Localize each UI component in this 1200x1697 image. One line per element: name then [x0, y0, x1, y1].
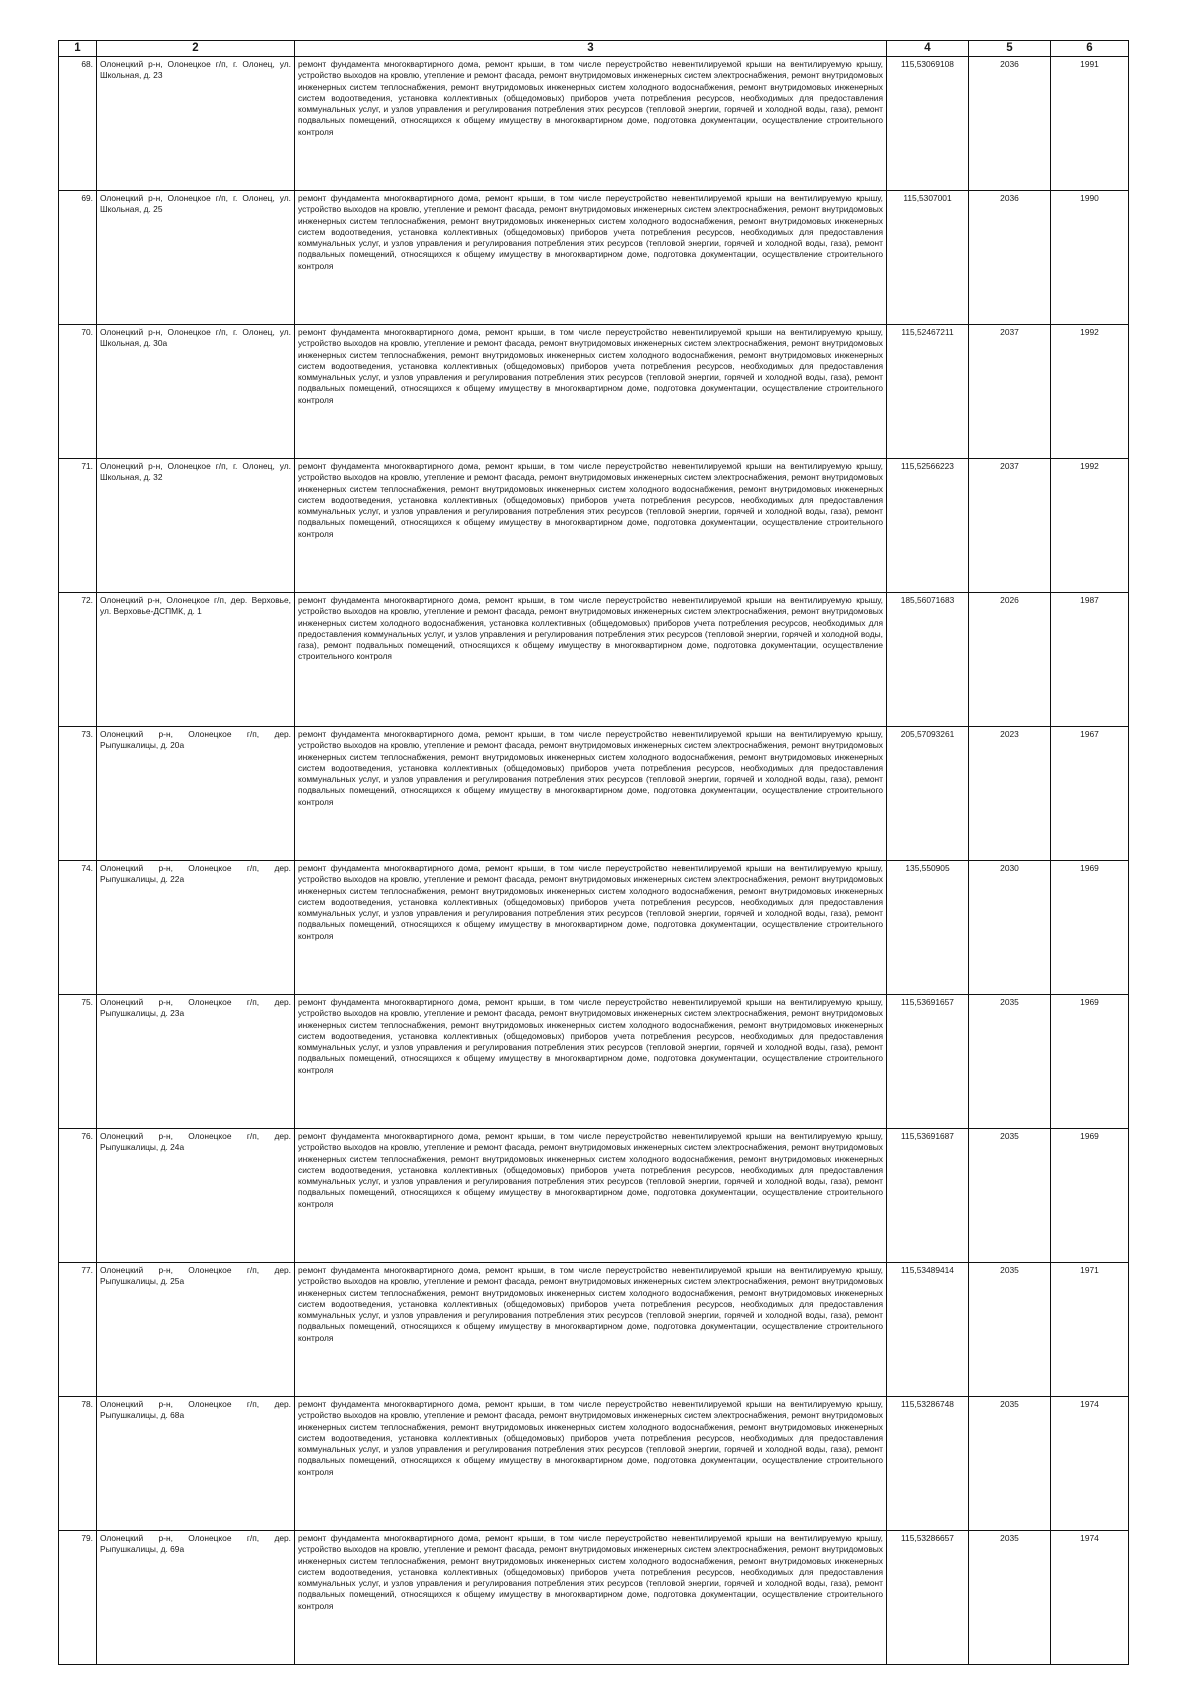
planned-year: 2035 [969, 1531, 1051, 1665]
row-number: 76. [59, 1129, 97, 1263]
header-row [59, 41, 1129, 57]
planned-year: 2036 [969, 191, 1051, 325]
column-header-6: 6 [1051, 41, 1129, 57]
table-row [59, 1397, 1129, 1531]
build-year: 1969 [1051, 995, 1129, 1129]
building-address: Олонецкий р-н, Олонецкое г/п, г. Олонец, ул. Школьная, д. 32 [97, 459, 295, 593]
repair-works: ремонт фундамента многоквартирного дома, ремонт крыши, в том числе переустройство невентилируемой крыши на вентилируемую крышу, устройство выходов на кровлю, утепление и ремонт фасада, ремонт внутридомовых инженерных систем электроснабжения, ремонт внутридомовых инженерных систем теплоснабжения, ремонт внутридомовых инженерных систем холодного водоснабжения, ремонт внутридомовых инженерных систем водоотведения, установка коллективных (общедомовых) приборов учета потребления ресурсов, необходимых для предоставления коммунальных услуг, и узлов управления и регулирования потребления этих ресурсов (тепловой энергии, горячей и холодной воды, газа), ремонт подвальных помещений, относящихся к общему имуществу в многоквартирном доме, подготовка документации, осуществление строительного контроля [295, 325, 887, 459]
building-address: Олонецкий р-н, Олонецкое г/п, дер. Рыпушкалицы, д. 23а [97, 995, 295, 1129]
row-number: 75. [59, 995, 97, 1129]
table-row [59, 325, 1129, 459]
cost-value: 115,53691687 [887, 1129, 969, 1263]
planned-year: 2036 [969, 57, 1051, 191]
row-number: 79. [59, 1531, 97, 1665]
table-row [59, 727, 1129, 861]
cost-value: 115,5307001 [887, 191, 969, 325]
row-number: 77. [59, 1263, 97, 1397]
cost-value: 115,52467211 [887, 325, 969, 459]
table-row [59, 1263, 1129, 1397]
repair-works: ремонт фундамента многоквартирного дома, ремонт крыши, в том числе переустройство невентилируемой крыши на вентилируемую крышу, устройство выходов на кровлю, утепление и ремонт фасада, ремонт внутридомовых инженерных систем электроснабжения, ремонт внутридомовых инженерных систем теплоснабжения, ремонт внутридомовых инженерных систем холодного водоснабжения, ремонт внутридомовых инженерных систем водоотведения, установка коллективных (общедомовых) приборов учета потребления ресурсов, необходимых для предоставления коммунальных услуг, и узлов управления и регулирования потребления этих ресурсов (тепловой энергии, горячей и холодной воды, газа), ремонт подвальных помещений, относящихся к общему имуществу в многоквартирном доме, подготовка документации, осуществление строительного контроля [295, 1531, 887, 1665]
planned-year: 2035 [969, 1397, 1051, 1531]
table-row [59, 861, 1129, 995]
repair-works: ремонт фундамента многоквартирного дома, ремонт крыши, в том числе переустройство невентилируемой крыши на вентилируемую крышу, устройство выходов на кровлю, утепление и ремонт фасада, ремонт внутридомовых инженерных систем электроснабжения, ремонт внутридомовых инженерных систем теплоснабжения, ремонт внутридомовых инженерных систем холодного водоснабжения, ремонт внутридомовых инженерных систем водоотведения, установка коллективных (общедомовых) приборов учета потребления ресурсов, необходимых для предоставления коммунальных услуг, и узлов управления и регулирования потребления этих ресурсов (тепловой энергии, горячей и холодной воды, газа), ремонт подвальных помещений, относящихся к общему имуществу в многоквартирном доме, подготовка документации, осуществление строительного контроля [295, 191, 887, 325]
planned-year: 2035 [969, 1263, 1051, 1397]
cost-value: 185,56071683 [887, 593, 969, 727]
column-header-1: 1 [59, 41, 97, 57]
building-address: Олонецкий р-н, Олонецкое г/п, дер. Рыпушкалицы, д. 20а [97, 727, 295, 861]
repair-works: ремонт фундамента многоквартирного дома, ремонт крыши, в том числе переустройство невентилируемой крыши на вентилируемую крышу, устройство выходов на кровлю, утепление и ремонт фасада, ремонт внутридомовых инженерных систем электроснабжения, ремонт внутридомовых инженерных систем теплоснабжения, ремонт внутридомовых инженерных систем холодного водоснабжения, ремонт внутридомовых инженерных систем водоотведения, установка коллективных (общедомовых) приборов учета потребления ресурсов, необходимых для предоставления коммунальных услуг, и узлов управления и регулирования потребления этих ресурсов (тепловой энергии, горячей и холодной воды, газа), ремонт подвальных помещений, относящихся к общему имуществу в многоквартирном доме, подготовка документации, осуществление строительного контроля [295, 459, 887, 593]
planned-year: 2035 [969, 1129, 1051, 1263]
building-address: Олонецкий р-н, Олонецкое г/п, дер. Рыпушкалицы, д. 68а [97, 1397, 295, 1531]
planned-year: 2023 [969, 727, 1051, 861]
build-year: 1991 [1051, 57, 1129, 191]
table-row [59, 1129, 1129, 1263]
build-year: 1971 [1051, 1263, 1129, 1397]
cost-value: 115,53691657 [887, 995, 969, 1129]
build-year: 1967 [1051, 727, 1129, 861]
row-number: 74. [59, 861, 97, 995]
build-year: 1969 [1051, 861, 1129, 995]
repair-works: ремонт фундамента многоквартирного дома, ремонт крыши, в том числе переустройство невентилируемой крыши на вентилируемую крышу, устройство выходов на кровлю, утепление и ремонт фасада, ремонт внутридомовых инженерных систем электроснабжения, ремонт внутридомовых инженерных систем теплоснабжения, ремонт внутридомовых инженерных систем холодного водоснабжения, ремонт внутридомовых инженерных систем водоотведения, установка коллективных (общедомовых) приборов учета потребления ресурсов, необходимых для предоставления коммунальных услуг, и узлов управления и регулирования потребления этих ресурсов (тепловой энергии, горячей и холодной воды, газа), ремонт подвальных помещений, относящихся к общему имуществу в многоквартирном доме, подготовка документации, осуществление строительного контроля [295, 1397, 887, 1531]
row-number: 71. [59, 459, 97, 593]
building-address: Олонецкий р-н, Олонецкое г/п, дер. Верховье, ул. Верховье-ДСПМК, д. 1 [97, 593, 295, 727]
row-number: 78. [59, 1397, 97, 1531]
build-year: 1992 [1051, 325, 1129, 459]
building-address: Олонецкий р-н, Олонецкое г/п, г. Олонец, ул. Школьная, д. 30а [97, 325, 295, 459]
table-body [59, 57, 1129, 1665]
column-header-4: 4 [887, 41, 969, 57]
build-year: 1992 [1051, 459, 1129, 593]
table-row [59, 995, 1129, 1129]
repair-works: ремонт фундамента многоквартирного дома, ремонт крыши, в том числе переустройство невентилируемой крыши на вентилируемую крышу, устройство выходов на кровлю, утепление и ремонт фасада, ремонт внутридомовых инженерных систем электроснабжения, ремонт внутридомовых инженерных систем теплоснабжения, ремонт внутридомовых инженерных систем холодного водоснабжения, ремонт внутридомовых инженерных систем водоотведения, установка коллективных (общедомовых) приборов учета потребления ресурсов, необходимых для предоставления коммунальных услуг, и узлов управления и регулирования потребления этих ресурсов (тепловой энергии, горячей и холодной воды, газа), ремонт подвальных помещений, относящихся к общему имуществу в многоквартирном доме, подготовка документации, осуществление строительного контроля [295, 861, 887, 995]
row-number: 68. [59, 57, 97, 191]
building-address: Олонецкий р-н, Олонецкое г/п, дер. Рыпушкалицы, д. 24а [97, 1129, 295, 1263]
row-number: 73. [59, 727, 97, 861]
cost-value: 115,52566223 [887, 459, 969, 593]
cost-value: 115,53286657 [887, 1531, 969, 1665]
build-year: 1990 [1051, 191, 1129, 325]
repair-works: ремонт фундамента многоквартирного дома, ремонт крыши, в том числе переустройство невентилируемой крыши на вентилируемую крышу, устройство выходов на кровлю, утепление и ремонт фасада, ремонт внутридомовых инженерных систем электроснабжения, ремонт внутридомовых инженерных систем теплоснабжения, ремонт внутридомовых инженерных систем холодного водоснабжения, ремонт внутридомовых инженерных систем водоотведения, установка коллективных (общедомовых) приборов учета потребления ресурсов, необходимых для предоставления коммунальных услуг, и узлов управления и регулирования потребления этих ресурсов (тепловой энергии, горячей и холодной воды, газа), ремонт подвальных помещений, относящихся к общему имуществу в многоквартирном доме, подготовка документации, осуществление строительного контроля [295, 1129, 887, 1263]
building-address: Олонецкий р-н, Олонецкое г/п, г. Олонец, ул. Школьная, д. 23 [97, 57, 295, 191]
column-header-5: 5 [969, 41, 1051, 57]
planned-year: 2037 [969, 325, 1051, 459]
planned-year: 2037 [969, 459, 1051, 593]
cost-value: 135,550905 [887, 861, 969, 995]
repair-works: ремонт фундамента многоквартирного дома, ремонт крыши, в том числе переустройство невентилируемой крыши на вентилируемую крышу, устройство выходов на кровлю, утепление и ремонт фасада, ремонт внутридомовых инженерных систем электроснабжения, ремонт внутридомовых инженерных систем теплоснабжения, ремонт внутридомовых инженерных систем холодного водоснабжения, ремонт внутридомовых инженерных систем водоотведения, установка коллективных (общедомовых) приборов учета потребления ресурсов, необходимых для предоставления коммунальных услуг, и узлов управления и регулирования потребления этих ресурсов (тепловой энергии, горячей и холодной воды, газа), ремонт подвальных помещений, относящихся к общему имуществу в многоквартирном доме, подготовка документации, осуществление строительного контроля [295, 57, 887, 191]
repair-works: ремонт фундамента многоквартирного дома, ремонт крыши, в том числе переустройство невентилируемой крыши на вентилируемую крышу, устройство выходов на кровлю, утепление и ремонт фасада, ремонт внутридомовых инженерных систем электроснабжения, ремонт внутридомовых инженерных систем холодного водоснабжения, установка коллективных (общедомовых) приборов учета потребления ресурсов, необходимых для предоставления коммунальных услуг, и узлов управления и регулирования потребления этих ресурсов (тепловой энергии, горячей и холодной воды, газа), ремонт подвальных помещений, относящихся к общему имуществу в многоквартирном доме, подготовка документации, осуществление строительного контроля [295, 593, 887, 727]
table-row [59, 593, 1129, 727]
planned-year: 2030 [969, 861, 1051, 995]
table-header [59, 41, 1129, 57]
cost-value: 115,53489414 [887, 1263, 969, 1397]
build-year: 1969 [1051, 1129, 1129, 1263]
row-number: 72. [59, 593, 97, 727]
repair-works: ремонт фундамента многоквартирного дома, ремонт крыши, в том числе переустройство невентилируемой крыши на вентилируемую крышу, устройство выходов на кровлю, утепление и ремонт фасада, ремонт внутридомовых инженерных систем электроснабжения, ремонт внутридомовых инженерных систем теплоснабжения, ремонт внутридомовых инженерных систем холодного водоснабжения, ремонт внутридомовых инженерных систем водоотведения, установка коллективных (общедомовых) приборов учета потребления ресурсов, необходимых для предоставления коммунальных услуг, и узлов управления и регулирования потребления этих ресурсов (тепловой энергии, горячей и холодной воды, газа), ремонт подвальных помещений, относящихся к общему имуществу в многоквартирном доме, подготовка документации, осуществление строительного контроля [295, 1263, 887, 1397]
table-row [59, 1531, 1129, 1665]
column-header-2: 2 [97, 41, 295, 57]
build-year: 1974 [1051, 1397, 1129, 1531]
build-year: 1974 [1051, 1531, 1129, 1665]
building-address: Олонецкий р-н, Олонецкое г/п, г. Олонец, ул. Школьная, д. 25 [97, 191, 295, 325]
build-year: 1987 [1051, 593, 1129, 727]
table-row [59, 57, 1129, 191]
cost-value: 205,57093261 [887, 727, 969, 861]
registry-table [58, 40, 1129, 1665]
repair-works: ремонт фундамента многоквартирного дома, ремонт крыши, в том числе переустройство невентилируемой крыши на вентилируемую крышу, устройство выходов на кровлю, утепление и ремонт фасада, ремонт внутридомовых инженерных систем электроснабжения, ремонт внутридомовых инженерных систем теплоснабжения, ремонт внутридомовых инженерных систем холодного водоснабжения, ремонт внутридомовых инженерных систем водоотведения, установка коллективных (общедомовых) приборов учета потребления ресурсов, необходимых для предоставления коммунальных услуг, и узлов управления и регулирования потребления этих ресурсов (тепловой энергии, горячей и холодной воды, газа), ремонт подвальных помещений, относящихся к общему имуществу в многоквартирном доме, подготовка документации, осуществление строительного контроля [295, 727, 887, 861]
cost-value: 115,53286748 [887, 1397, 969, 1531]
repair-works: ремонт фундамента многоквартирного дома, ремонт крыши, в том числе переустройство невентилируемой крыши на вентилируемую крышу, устройство выходов на кровлю, утепление и ремонт фасада, ремонт внутридомовых инженерных систем электроснабжения, ремонт внутридомовых инженерных систем теплоснабжения, ремонт внутридомовых инженерных систем холодного водоснабжения, ремонт внутридомовых инженерных систем водоотведения, установка коллективных (общедомовых) приборов учета потребления ресурсов, необходимых для предоставления коммунальных услуг, и узлов управления и регулирования потребления этих ресурсов (тепловой энергии, горячей и холодной воды, газа), ремонт подвальных помещений, относящихся к общему имуществу в многоквартирном доме, подготовка документации, осуществление строительного контроля [295, 995, 887, 1129]
building-address: Олонецкий р-н, Олонецкое г/п, дер. Рыпушкалицы, д. 22а [97, 861, 295, 995]
planned-year: 2035 [969, 995, 1051, 1129]
row-number: 70. [59, 325, 97, 459]
planned-year: 2026 [969, 593, 1051, 727]
table-row [59, 459, 1129, 593]
table-row [59, 191, 1129, 325]
building-address: Олонецкий р-н, Олонецкое г/п, дер. Рыпушкалицы, д. 69а [97, 1531, 295, 1665]
building-address: Олонецкий р-н, Олонецкое г/п, дер. Рыпушкалицы, д. 25а [97, 1263, 295, 1397]
row-number: 69. [59, 191, 97, 325]
column-header-3: 3 [295, 41, 887, 57]
cost-value: 115,53069108 [887, 57, 969, 191]
